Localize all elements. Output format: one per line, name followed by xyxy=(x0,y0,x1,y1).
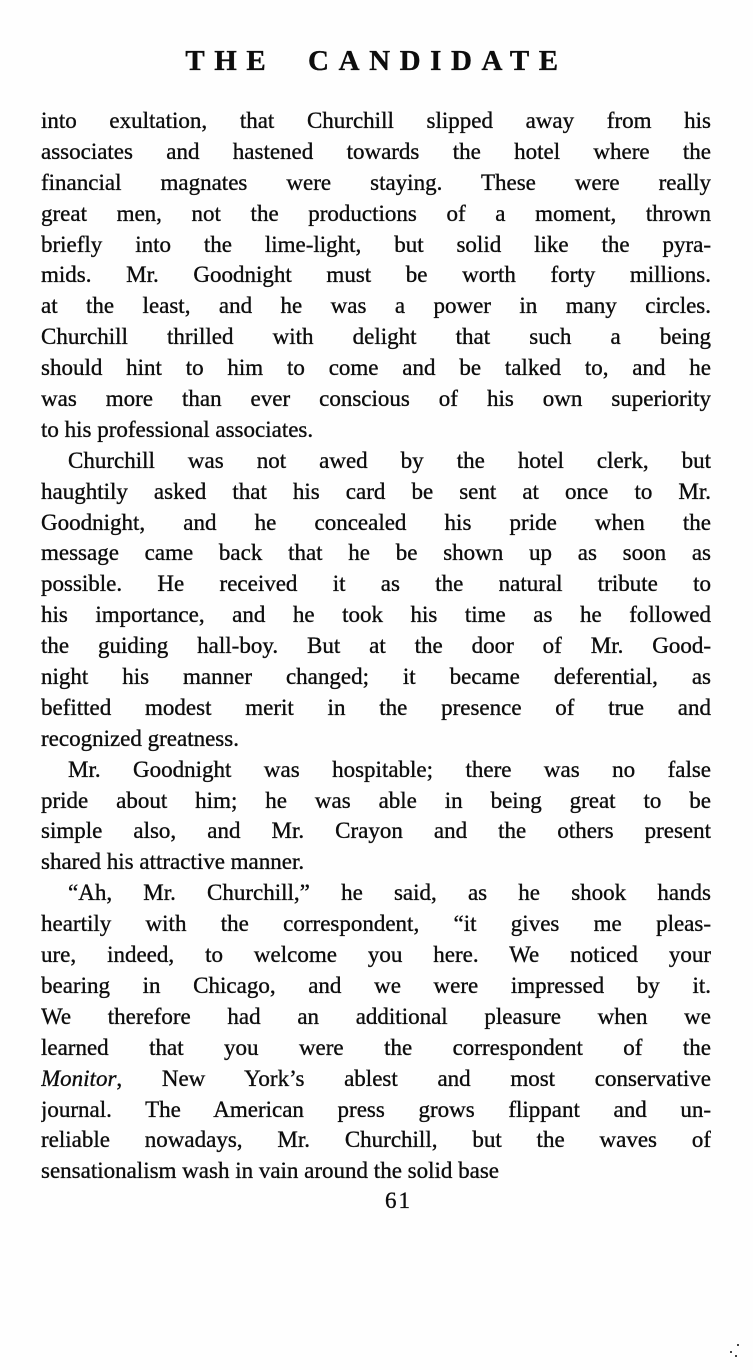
page-number: 61 xyxy=(385,1188,412,1213)
text-line: ure, indeed, to welcome you here. We noticed your xyxy=(41,942,711,968)
text-line: bearing in Chicago, and we were impressed by it. xyxy=(41,972,711,998)
text-line: pride about him; he was able in being great to be xyxy=(41,787,711,813)
text-line: night his manner changed; it became deferential, as xyxy=(41,664,711,690)
text-line: We therefore had an additional pleasure when we xyxy=(41,1003,711,1029)
text-line: recognized greatness. xyxy=(41,725,239,751)
text-line: should hint to him to come and be talked to, and he xyxy=(41,355,711,381)
text-line: into exultation, that Churchill slipped away from his xyxy=(41,108,711,133)
scan-speckle-artifact xyxy=(729,1344,739,1358)
text-line: briefly into the lime-light, but solid like the pyra- xyxy=(41,231,711,257)
text-line: possible. He received it as the natural tribute to xyxy=(41,571,711,597)
text-line: Churchill was not awed by the hotel clerk, but xyxy=(68,447,711,473)
text-line: Mr. Goodnight was hospitable; there was no false xyxy=(68,756,711,782)
text-line: at the least, and he was a power in many circles. xyxy=(41,293,711,319)
text-line: reliable nowadays, Mr. Churchill, but the waves of xyxy=(41,1127,711,1153)
text-line: sensationalism wash in vain around the solid base xyxy=(41,1158,500,1184)
text-line: to his professional associates. xyxy=(41,416,314,442)
text-line: heartily with the correspondent, “it gives me pleas- xyxy=(41,911,711,937)
text-line: great men, not the productions of a moment, thrown xyxy=(41,200,711,226)
text-line: the guiding hall-boy. But at the door of Mr. Good- xyxy=(41,633,711,659)
text-line: shared his attractive manner. xyxy=(41,849,305,875)
text-line: his importance, and he took his time as he followed xyxy=(41,602,711,628)
text-line: was more than ever conscious of his own superiority xyxy=(41,386,711,412)
text-line: learned that you were the correspondent of the xyxy=(41,1034,711,1060)
text-line: “Ah, Mr. Churchill,” he said, as he shook hands xyxy=(68,880,711,906)
text-line: journal. The American press grows flippant and un- xyxy=(41,1096,711,1122)
text-line: befitted modest merit in the presence of true and xyxy=(41,694,711,720)
text-line: financial magnates were staying. These were really xyxy=(41,169,711,195)
text-line: Churchill thrilled with delight that such a being xyxy=(41,324,711,350)
text-line: message came back that he be shown up as soon as xyxy=(41,540,711,566)
text-line: associates and hastened towards the hotel where the xyxy=(41,138,711,164)
text-line: haughtily asked that his card be sent at once to Mr. xyxy=(41,478,711,504)
text-line: simple also, and Mr. Crayon and the others present xyxy=(41,818,711,844)
text-line: mids. Mr. Goodnight must be worth forty millions. xyxy=(41,262,711,288)
italic-word: Monitor xyxy=(41,1065,117,1091)
text-line: Monitor, New York’s ablest and most conservative xyxy=(41,1065,711,1091)
text-line: Goodnight, and he concealed his pride when the xyxy=(41,509,711,535)
page-text xyxy=(41,106,711,1187)
page-header-title: THE CANDIDATE xyxy=(185,45,568,77)
